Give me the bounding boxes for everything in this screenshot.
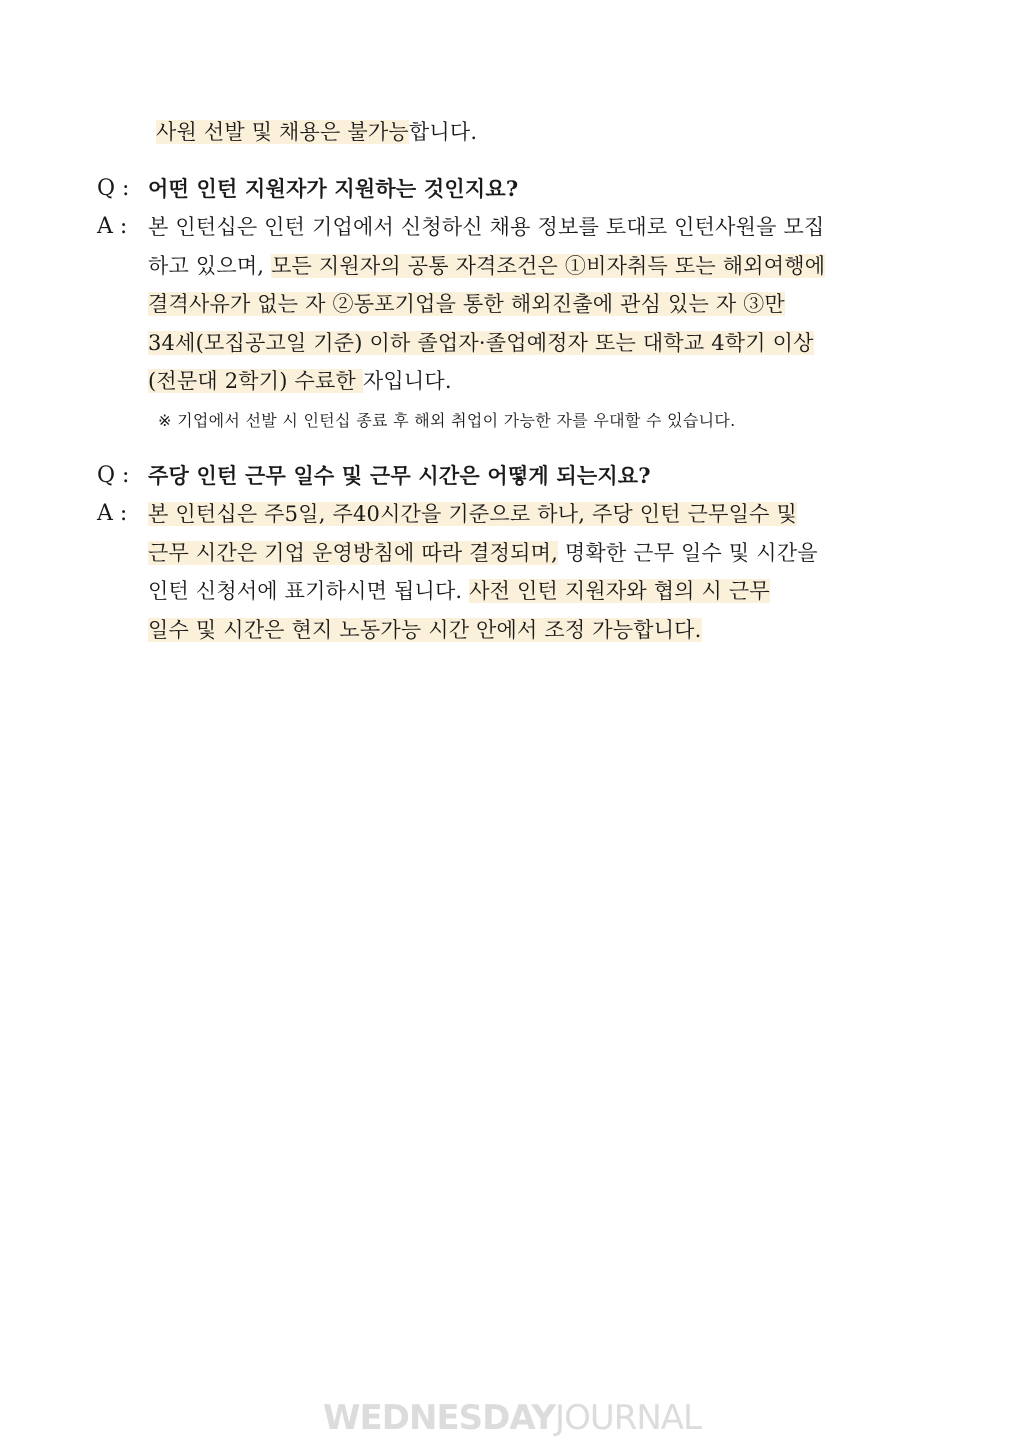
plain-text: 합니다. [408, 120, 478, 144]
watermark-bold: WEDNESDAY [323, 1398, 556, 1438]
question-label: Q : [97, 463, 130, 488]
answer-line [148, 366, 452, 396]
highlighted-text: 사원 선발 및 채용은 불가능 [156, 120, 409, 144]
plain-text: 본 인턴십은 인턴 기업에서 신청하신 채용 정보를 토대로 인턴사원을 모집 [148, 215, 825, 239]
highlighted-text: 모든 지원자의 공통 자격조건은 ①비자취득 또는 해외여행에 [271, 254, 826, 278]
question-label: Q : [97, 176, 130, 201]
answer-label: A : [97, 214, 128, 239]
plain-text: 명확한 근무 일수 및 시간을 [558, 541, 818, 565]
answer-line [148, 251, 825, 281]
answer-line [148, 499, 797, 529]
highlighted-text: 사전 인턴 지원자와 협의 시 근무 [469, 579, 770, 603]
plain-text: 자입니다. [362, 369, 452, 393]
answer-line [148, 328, 814, 358]
highlighted-text: 34세(모집공고일 기준) 이하 졸업자·졸업예정자 또는 대학교 4학기 이상 [148, 331, 814, 355]
answer-line [148, 576, 770, 606]
question-text: 어떤 인턴 지원자가 지원하는 것인지요? [148, 176, 519, 201]
watermark-light: JOURNAL [555, 1398, 701, 1438]
question-text: 주당 인턴 근무 일수 및 근무 시간은 어떻게 되는지요? [148, 463, 651, 488]
plain-text: 하고 있으며, [148, 254, 272, 278]
answer-line [148, 212, 824, 242]
continuation-line [156, 117, 477, 147]
plain-text: 인턴 신청서에 표기하시면 됩니다. [148, 579, 470, 603]
answer-line [148, 538, 818, 568]
highlighted-text: 일수 및 시간은 현지 노동가능 시간 안에서 조정 가능합니다. [148, 618, 702, 642]
note-text: ※ 기업에서 선발 시 인턴십 종료 후 해외 취업이 가능한 자를 우대할 수 있습니다. [158, 411, 736, 430]
answer-label: A : [97, 501, 128, 526]
watermark-logo [0, 1398, 1024, 1438]
highlighted-text: 결격사유가 없는 자 ②동포기업을 통한 해외진출에 관심 있는 자 ③만 [148, 292, 785, 316]
answer-line [148, 289, 785, 319]
answer-line [148, 615, 702, 645]
highlighted-text: 본 인턴십은 주5일, 주40시간을 기준으로 하나, 주당 인턴 근무일수 및 [148, 502, 797, 526]
highlighted-text: 근무 시간은 기업 운영방침에 따라 결정되며, [148, 541, 558, 565]
highlighted-text: (전문대 2학기) 수료한 [148, 369, 363, 393]
